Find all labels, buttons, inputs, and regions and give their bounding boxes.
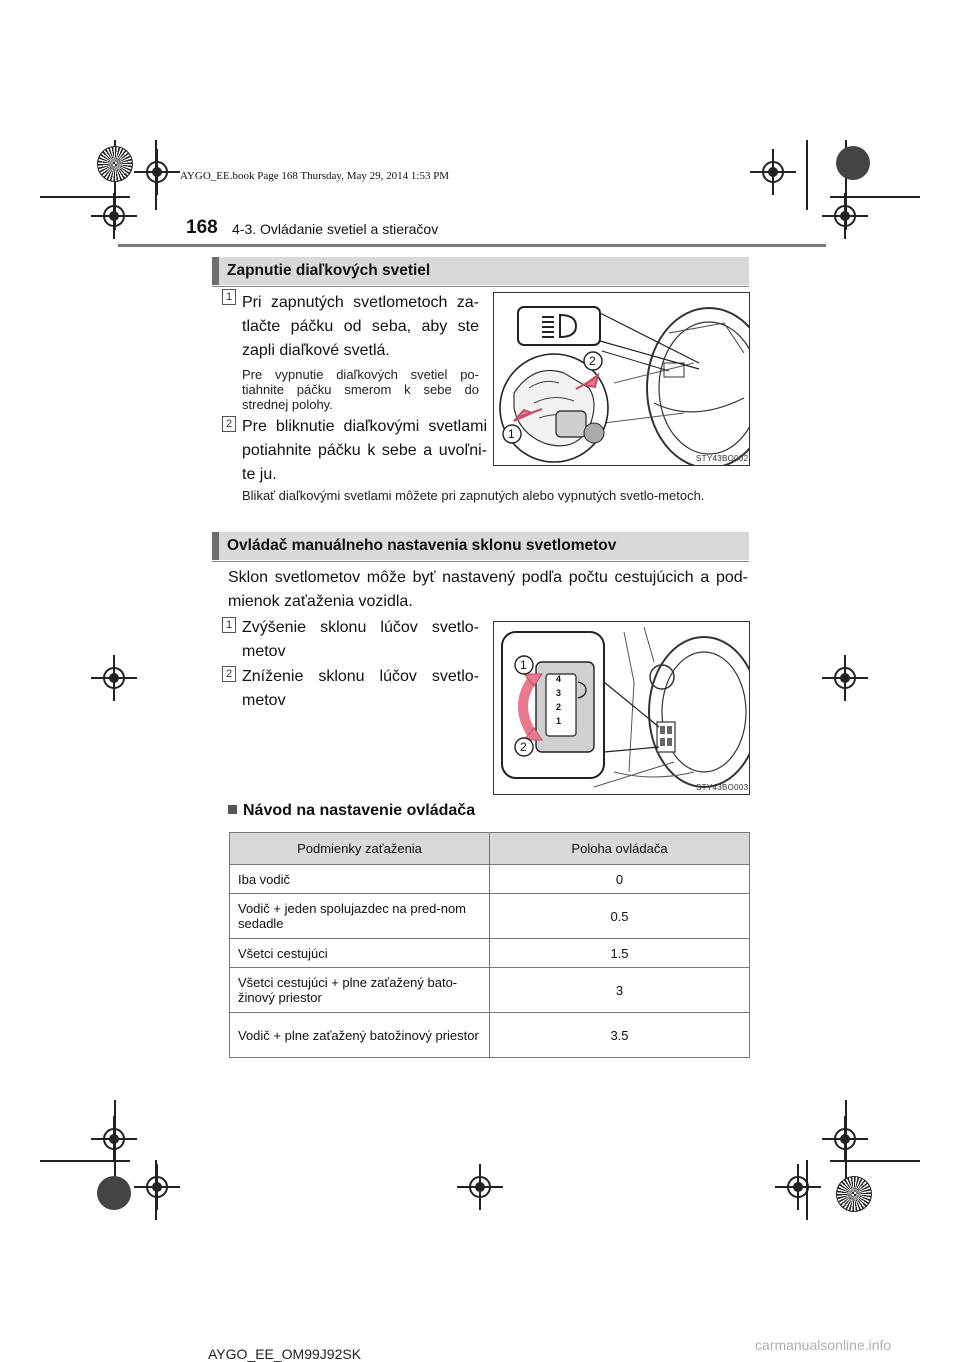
footer-code: AYGO_EE_OM99J92SK (208, 1346, 362, 1362)
registration-mark (762, 161, 784, 183)
chapter-title: 4-3. Ovládanie svetiel a stieračov (232, 221, 439, 237)
position-cell: 0 (490, 865, 750, 894)
step-number-1: 1 (222, 617, 236, 633)
step-number-2: 2 (222, 416, 236, 432)
registration-mark (146, 1176, 168, 1198)
lever-illustration (494, 293, 750, 466)
dial-mark-1: 1 (556, 716, 562, 726)
leveling-dial-figure (493, 621, 750, 795)
condition-cell: Všetci cestujúci (230, 939, 490, 968)
registration-mark (146, 161, 168, 183)
sunburst-mark-top-left (97, 146, 133, 182)
table-row (230, 939, 750, 968)
position-cell: 1.5 (490, 939, 750, 968)
table-row (230, 894, 750, 939)
position-cell: 3 (490, 968, 750, 1013)
registration-mark (787, 1176, 809, 1198)
section-heading-text: Zapnutie diaľkových svetiel (227, 262, 431, 279)
figure-callout-2: 2 (520, 740, 527, 754)
dial-mark-4: 4 (556, 674, 562, 684)
lower-beam-text: Zníženie sklonu lúčov svetlo-metov (242, 668, 479, 709)
step-number-2: 2 (222, 666, 236, 682)
solid-mark-bottom-left (97, 1176, 131, 1210)
column-header: Podmienky zaťaženia (230, 833, 490, 865)
condition-cell: Vodič + plne zaťažený batožinový priestor (230, 1013, 490, 1058)
figure-code: STY43BO003 (696, 783, 749, 792)
dial-mark-2: 2 (556, 702, 562, 712)
dashboard-illustration (494, 622, 750, 795)
book-stamp: AYGO_EE.book Page 168 Thursday, May 29, 2014 1:53 PM (180, 170, 450, 182)
leveling-intro: Sklon svetlometov môže byť nastavený podľa počtu cestujúcich a pod-mienok zaťaženia vozidla. (228, 569, 748, 610)
flash-text: Pre bliknutie diaľkovými svetlami potiahnite páčku k sebe a uvoľni-te ju. (242, 418, 487, 483)
figure-callout-1: 1 (520, 658, 527, 672)
page-number: 168 (186, 217, 218, 238)
section-heading-high-beam (212, 257, 749, 285)
table-row (230, 1013, 750, 1058)
column-header: Poloha ovládača (490, 833, 750, 865)
raise-beam-text: Zvýšenie sklonu lúčov svetlo-metov (242, 619, 479, 660)
registration-mark (469, 1176, 491, 1198)
load-table (229, 832, 750, 1058)
lever-figure (493, 292, 750, 466)
registration-mark (834, 1128, 856, 1150)
watermark: carmanualsonline.info (755, 1337, 892, 1353)
sunburst-mark-bottom-right (836, 1176, 872, 1212)
position-cell: 0.5 (490, 894, 750, 939)
high-beam-on-text: Pri zapnutých svetlometoch za-tlačte páčku od seba, aby ste zapli diaľkové svetlá. (242, 294, 479, 359)
section-heading-text: Ovládač manuálneho nastavenia sklonu svetlometov (227, 537, 617, 554)
solid-mark-top-right (836, 146, 870, 180)
table-row (230, 865, 750, 894)
dial-mark-3: 3 (556, 688, 562, 698)
condition-cell: Vodič + jeden spolujazdec na pred-nom sedadle (230, 894, 490, 939)
table-row (230, 968, 750, 1013)
registration-mark (834, 667, 856, 689)
guide-heading: Návod na nastavenie ovládača (228, 802, 475, 820)
figure-code: STY43BO002 (696, 454, 749, 463)
high-beam-off-note: Pre vypnutie diaľkových svetiel po-tiahnite páčku smerom k sebe do strednej polohy. (242, 367, 479, 412)
position-cell: 3.5 (490, 1013, 750, 1058)
step-number-1: 1 (222, 289, 236, 305)
flash-note: Blikať diaľkovými svetlami môžete pri zapnutých alebo vypnutých svetlo-metoch. (242, 488, 705, 503)
registration-mark (103, 667, 125, 689)
registration-mark (834, 205, 856, 227)
figure-callout-1: 1 (508, 427, 515, 441)
condition-cell: Všetci cestujúci + plne zaťažený bato-žinový priestor (230, 968, 490, 1013)
condition-cell: Iba vodič (230, 865, 490, 894)
figure-callout-2: 2 (589, 354, 596, 368)
registration-mark (103, 1128, 125, 1150)
table-header-row (230, 833, 750, 865)
header-rule (118, 244, 826, 247)
section-heading-leveling (212, 532, 749, 560)
registration-mark (103, 205, 125, 227)
